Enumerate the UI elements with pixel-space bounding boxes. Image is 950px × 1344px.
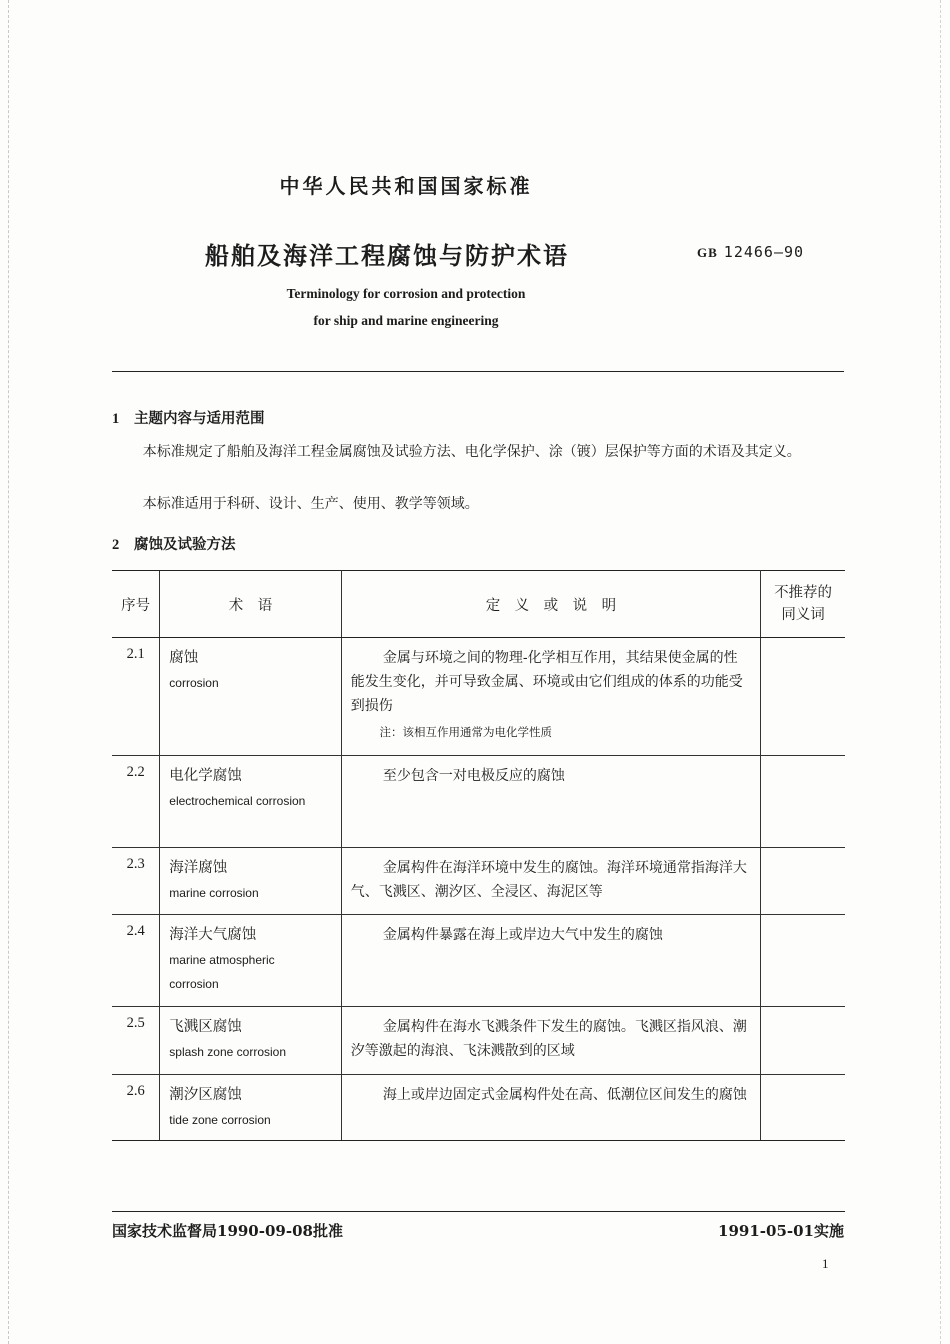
term-english: electrochemical corrosion [169, 794, 306, 808]
synonym-cell [761, 756, 845, 848]
row-number: 2.2 [112, 756, 160, 848]
term-english: tide zone corrosion [169, 1113, 271, 1127]
table-header-row [112, 571, 845, 638]
header-synonym-text: 不推荐的同义词 [774, 585, 833, 623]
definition-text: 至少包含一对电极反应的腐蚀 [382, 768, 565, 784]
section-1-heading [112, 407, 265, 428]
definition-text: 金属与环境之间的物理-化学相互作用，其结果使金属的性能发生变化，并可导致金属、环境或由它们组成的体系的功能受到损伤 [350, 650, 743, 714]
header-synonym [761, 571, 845, 638]
definition-cell [341, 756, 760, 848]
section-1-paragraph-2: 本标准适用于科研、设计、生产、使用、教学等领域。 [142, 496, 479, 512]
section-number: 1 [112, 411, 120, 427]
table-row [112, 756, 845, 848]
section-2-heading [112, 533, 236, 554]
table-row [112, 848, 845, 915]
issuing-agency: 中华人民共和国国家标准 [279, 174, 533, 198]
term-chinese: 海洋腐蚀 [169, 860, 228, 876]
term-cell [160, 848, 341, 915]
term-chinese: 海洋大气腐蚀 [169, 927, 257, 943]
english-title-line1: Terminology for corrosion and protection [286, 286, 526, 301]
definition-text: 海上或岸边固定式金属构件处在高、低潮位区间发生的腐蚀 [382, 1087, 747, 1103]
implementation-date: 1991-05-01实施 [718, 1222, 844, 1240]
synonym-cell [761, 915, 845, 1007]
term-chinese: 潮汐区腐蚀 [169, 1087, 242, 1103]
row-number: 2.4 [112, 915, 160, 1007]
standard-number: 12466—90 [723, 243, 805, 261]
page-number: 1 [822, 1256, 829, 1271]
term-english: marine atmospheric corrosion [169, 953, 275, 991]
definition-cell [341, 1007, 760, 1075]
synonym-cell [761, 1007, 845, 1075]
section-number: 2 [112, 537, 120, 553]
term-cell [160, 756, 341, 848]
row-number: 2.6 [112, 1075, 160, 1141]
definition-cell [341, 848, 760, 915]
definition-cell [341, 638, 760, 756]
standard-code [697, 243, 804, 261]
term-english: marine corrosion [169, 886, 259, 900]
row-number: 2.5 [112, 1007, 160, 1075]
term-cell [160, 638, 341, 756]
definition-text: 金属构件在海水飞溅条件下发生的腐蚀。飞溅区指风浪、潮汐等激起的海浪、飞沫溅散到的区域 [350, 1019, 747, 1059]
term-chinese: 飞溅区腐蚀 [169, 1019, 242, 1035]
approval-date: 国家技术监督局1990-09-08批准 [112, 1222, 343, 1240]
term-chinese: 电化学腐蚀 [169, 768, 242, 784]
header-term: 术 语 [160, 571, 341, 638]
standard-prefix: GB [697, 245, 718, 260]
synonym-cell [761, 638, 845, 756]
terms-table [112, 570, 845, 1141]
footer-rule [112, 1211, 845, 1212]
header-number: 序号 [112, 571, 160, 638]
definition-cell [341, 1075, 760, 1141]
english-title-line2: for ship and marine engineering [313, 313, 499, 328]
header-rule [112, 371, 844, 372]
definition-cell [341, 915, 760, 1007]
synonym-cell [761, 848, 845, 915]
term-english: splash zone corrosion [169, 1045, 287, 1059]
table-row [112, 915, 845, 1007]
section-title: 主题内容与适用范围 [134, 410, 265, 427]
table-row [112, 638, 845, 756]
section-1-paragraph-1: 本标准规定了船舶及海洋工程金属腐蚀及试验方法、电化学保护、涂（镀）层保护等方面的术语及其定义。 [142, 444, 801, 460]
definition-text: 金属构件在海洋环境中发生的腐蚀。海洋环境通常指海洋大气、飞溅区、潮汐区、全浸区、海泥区等 [350, 860, 747, 900]
table-row [112, 1075, 845, 1141]
term-cell [160, 1007, 341, 1075]
scan-edge-left [8, 0, 9, 1344]
synonym-cell [761, 1075, 845, 1141]
term-cell [160, 915, 341, 1007]
section-title: 腐蚀及试验方法 [134, 536, 236, 553]
term-english: corrosion [169, 676, 219, 690]
row-number: 2.3 [112, 848, 160, 915]
header-definition: 定 义 或 说 明 [341, 571, 760, 638]
definition-note: 注：该相互作用通常为电化学性质 [379, 725, 552, 739]
scan-edge-right [940, 0, 941, 1344]
table-row [112, 1007, 845, 1075]
definition-text: 金属构件暴露在海上或岸边大气中发生的腐蚀 [382, 927, 663, 943]
term-chinese: 腐蚀 [169, 650, 199, 666]
document-title: 船舶及海洋工程腐蚀与防护术语 [205, 241, 569, 270]
term-cell [160, 1075, 341, 1141]
row-number: 2.1 [112, 638, 160, 756]
